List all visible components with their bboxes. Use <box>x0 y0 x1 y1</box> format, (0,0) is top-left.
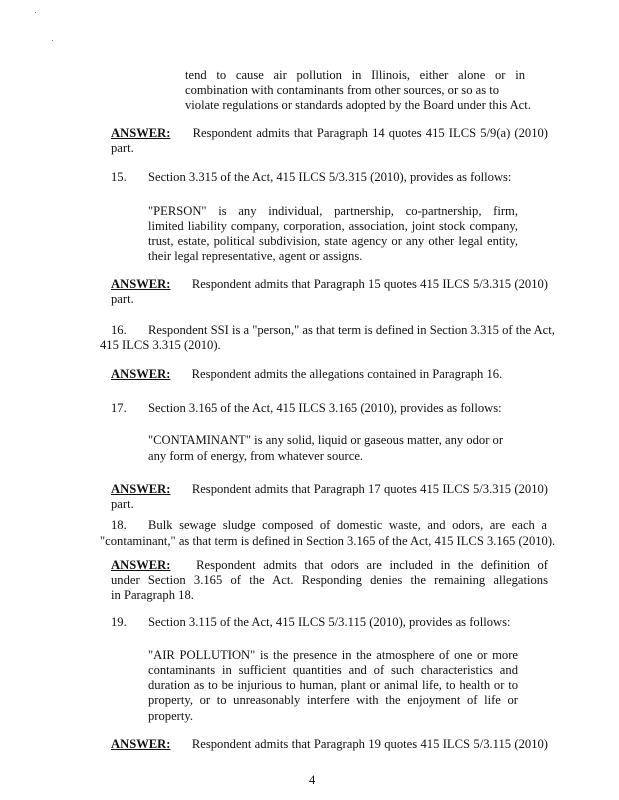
paragraph-text: Section 3.115 of the Act, 415 ILCS 5/3.115 (2010), provides as follows: <box>148 615 511 629</box>
paragraph-text: Section 3.165 of the Act, 415 ILCS 3.165 (2010), provides as follows: <box>148 401 502 415</box>
quote-line: "AIR POLLUTION" is the presence in the atmosphere of one or more <box>148 648 518 662</box>
quote-line: combination with contaminants from other sources, or so as to <box>185 83 500 97</box>
paragraph-17 <box>111 401 502 416</box>
answer-label: ANSWER: <box>111 126 171 140</box>
page-number: 4 <box>309 773 316 787</box>
answer-15 <box>111 277 548 292</box>
paragraph-text: Respondent SSI is a "person," as that term is defined in Section 3.315 of the Act, <box>148 323 555 337</box>
answer-text: part. <box>111 497 134 511</box>
answer-text: Respondent admits that odors are included in the definition of <box>196 558 548 572</box>
answer-17 <box>111 482 548 497</box>
quote-line: "PERSON" is any individual, partnership, co-partnership, firm, <box>148 204 518 218</box>
quote-line: duration as to be injurious to human, plant or animal life, to health or to <box>148 678 518 692</box>
paragraph-number: 15. <box>111 170 127 184</box>
paragraph-text: Section 3.315 of the Act, 415 ILCS 5/3.315 (2010), provides as follows: <box>148 170 512 184</box>
quote-line: property, or to unreasonably interfere with the enjoyment of life or <box>148 693 518 707</box>
answer-label: ANSWER: <box>111 737 171 751</box>
answer-18 <box>111 558 548 573</box>
paragraph-number: 19. <box>111 615 127 629</box>
paragraph-18 <box>111 518 547 533</box>
answer-text: Respondent admits the allegations contained in Paragraph 16. <box>191 367 503 381</box>
quote-line: property. <box>148 709 193 723</box>
answer-label: ANSWER: <box>111 558 171 572</box>
paragraph-text: Bulk sewage sludge composed of domestic waste, and odors, are each a <box>148 518 547 532</box>
paragraph-15 <box>111 170 511 185</box>
quote-line: "CONTAMINANT" is any solid, liquid or gaseous matter, any odor or <box>148 433 504 447</box>
quote-line: trust, estate, political subdivision, state agency or any other legal entity, <box>148 234 518 248</box>
answer-label: ANSWER: <box>111 277 171 291</box>
answer-text: under Section 3.165 of the Act. Responding denies the remaining allegations <box>111 573 548 587</box>
answer-text: part. <box>111 141 134 155</box>
paragraph-number: 16. <box>111 323 127 337</box>
answer-label: ANSWER: <box>111 482 171 496</box>
paragraph-text: "contaminant," as that term is defined in Section 3.165 of the Act, 415 ILCS 3.165 (2010). <box>100 534 556 548</box>
answer-text: Respondent admits that Paragraph 14 quotes 415 ILCS 5/9(a) (2010) <box>192 126 548 140</box>
answer-text: in Paragraph 18. <box>111 588 194 602</box>
answer-text: part. <box>111 292 134 306</box>
answer-label: ANSWER: <box>111 367 171 381</box>
paragraph-16 <box>111 323 555 338</box>
answer-text: Respondent admits that Paragraph 15 quotes 415 ILCS 5/3.315 (2010) <box>191 277 548 291</box>
answer-14 <box>111 126 548 141</box>
quote-line: tend to cause air pollution in Illinois, either alone or in <box>185 68 525 82</box>
answer-16 <box>111 367 502 382</box>
paragraph-number: 18. <box>111 518 127 532</box>
quote-line: violate regulations or standards adopted by the Board under this Act. <box>185 98 531 112</box>
quote-line: contaminants in sufficient quantities and of such characteristics and <box>148 663 518 677</box>
quote-line: limited liability company, corporation, association, joint stock company, <box>148 219 518 233</box>
quote-line: any form of energy, from whatever source. <box>148 449 364 463</box>
paragraph-number: 17. <box>111 401 127 415</box>
quote-line: their legal representative, agent or assigns. <box>148 249 363 263</box>
scan-mark <box>52 40 53 41</box>
scan-mark <box>35 12 36 13</box>
answer-text: Respondent admits that Paragraph 17 quotes 415 ILCS 5/3.315 (2010) <box>191 482 548 496</box>
paragraph-text: 415 ILCS 3.315 (2010). <box>100 338 221 352</box>
paragraph-19 <box>111 615 511 630</box>
answer-text: Respondent admits that Paragraph 19 quotes 415 ILCS 5/3.115 (2010) <box>191 737 548 751</box>
answer-19 <box>111 737 548 752</box>
